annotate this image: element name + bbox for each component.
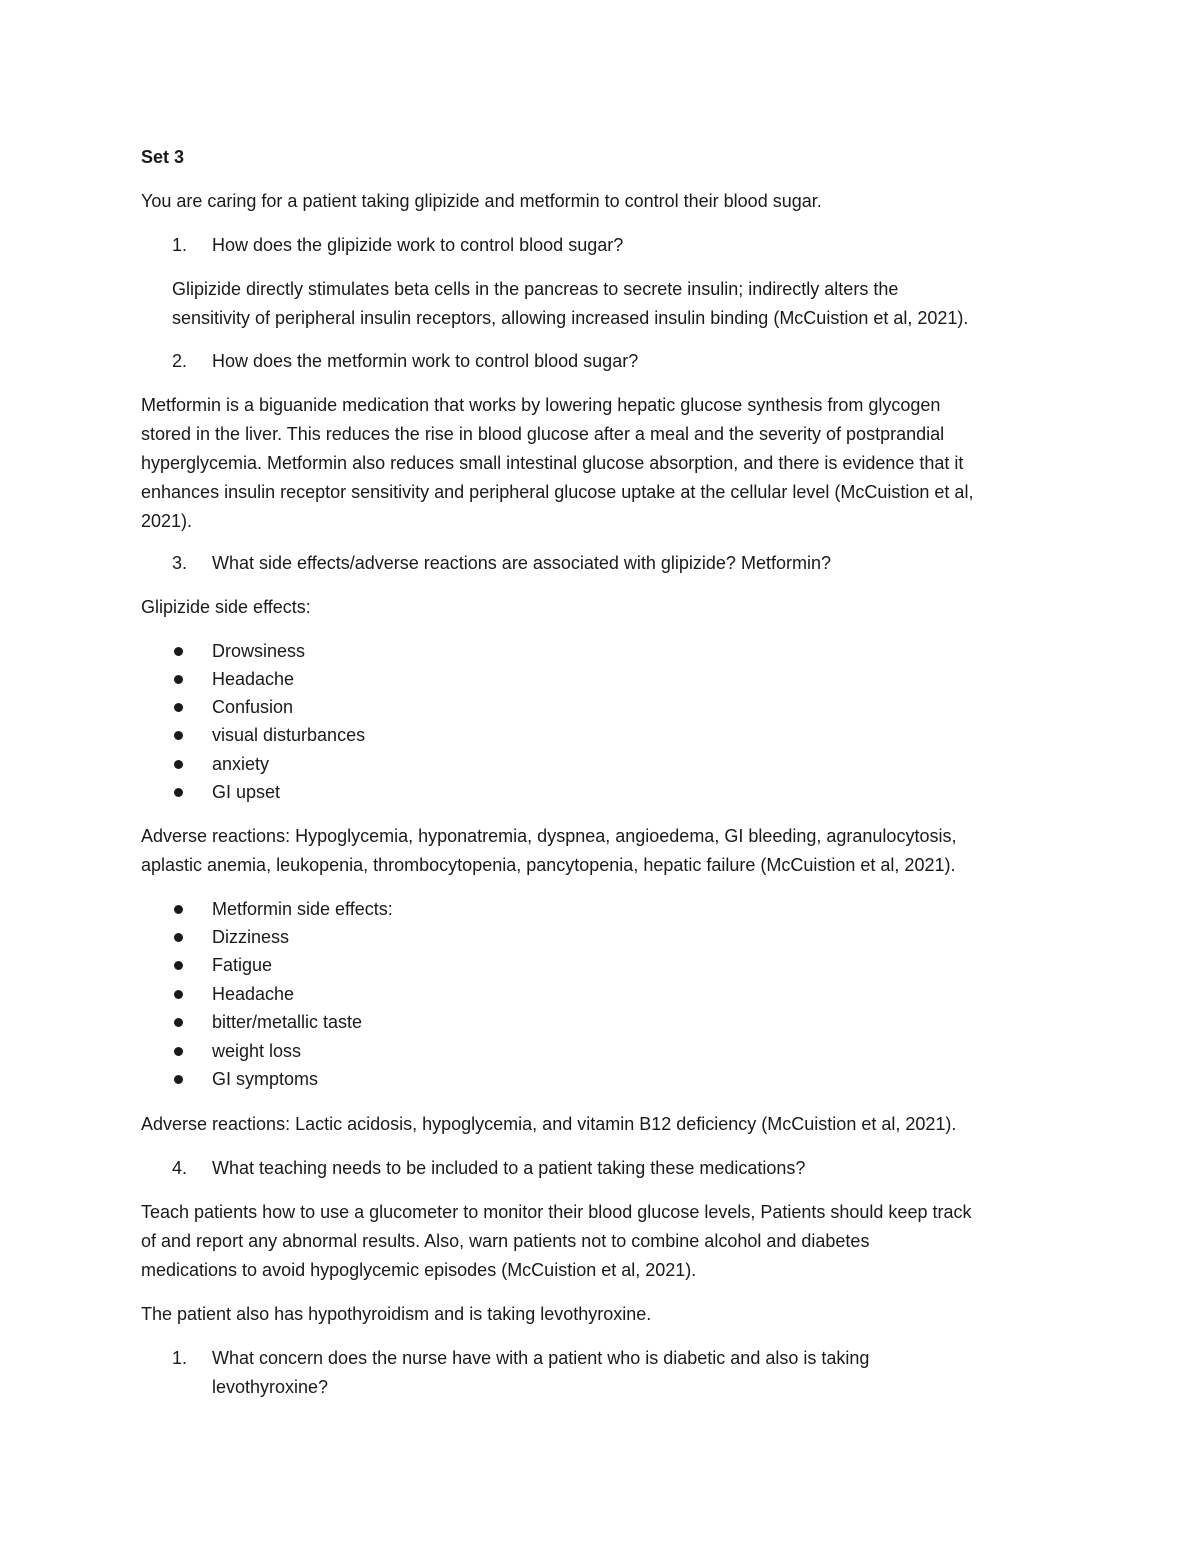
thyroid-q1-question-line: levothyroxine?	[212, 1377, 329, 1397]
q2-number: 2.	[172, 351, 188, 371]
bullet-icon	[174, 1047, 183, 1056]
q2-answer-line: enhances insulin receptor sensitivity and peripheral glucose uptake at the cellular level (McCuistion et al,	[141, 482, 974, 502]
bullet-icon	[174, 905, 183, 914]
q4-question: What teaching needs to be included to a patient taking these medications?	[212, 1158, 806, 1178]
glipizide-heading: Glipizide side effects:	[141, 597, 311, 617]
q1-answer-line: Glipizide directly stimulates beta cells in the pancreas to secrete insulin; indirectly alters the	[172, 279, 899, 299]
q4-answer-line: of and report any abnormal results. Also, warn patients not to combine alcohol and diabetes	[141, 1231, 870, 1251]
intro-text: You are caring for a patient taking glipizide and metformin to control their blood sugar.	[141, 191, 822, 211]
bullet-icon	[174, 961, 183, 970]
glipizide-adverse-line: aplastic anemia, leukopenia, thrombocytopenia, pancytopenia, hepatic failure (McCuistion et al, 2021).	[141, 855, 956, 875]
q2-question: How does the metformin work to control blood sugar?	[212, 351, 639, 371]
bullet-icon	[174, 788, 183, 797]
thyroid-q1-number: 1.	[172, 1348, 188, 1368]
bullet-icon	[174, 760, 183, 769]
bullet-icon	[174, 990, 183, 999]
metformin-adverse-text: Adverse reactions: Lactic acidosis, hypoglycemia, and vitamin B12 deficiency (McCuistion et al, 2021).	[141, 1114, 957, 1134]
bullet-icon	[174, 1075, 183, 1084]
page-title: Set 3	[141, 147, 185, 167]
q1-question: How does the glipizide work to control blood sugar?	[212, 235, 624, 255]
bullet-icon	[174, 647, 183, 656]
metformin-effect-item: Fatigue	[212, 955, 273, 975]
q2-answer-line: 2021).	[141, 511, 193, 531]
metformin-effect-item: bitter/metallic taste	[212, 1012, 363, 1032]
q3-question: What side effects/adverse reactions are associated with glipizide? Metformin?	[212, 553, 831, 573]
bullet-icon	[174, 933, 183, 942]
glipizide-effect-item: anxiety	[212, 754, 270, 774]
bullet-icon	[174, 1018, 183, 1027]
q2-answer-line: hyperglycemia. Metformin also reduces small intestinal glucose absorption, and there is evidence that it	[141, 453, 964, 473]
bullet-icon	[174, 731, 183, 740]
q1-number: 1.	[172, 235, 188, 255]
metformin-effect-item: weight loss	[212, 1041, 302, 1061]
thyroid-intro: The patient also has hypothyroidism and is taking levothyroxine.	[141, 1304, 652, 1324]
q4-answer-line: medications to avoid hypoglycemic episodes (McCuistion et al, 2021).	[141, 1260, 697, 1280]
glipizide-effect-item: Confusion	[212, 697, 294, 717]
q1-answer-line: sensitivity of peripheral insulin receptors, allowing increased insulin binding (McCuistion et al, 2021).	[172, 308, 969, 328]
q4-answer-line: Teach patients how to use a glucometer to monitor their blood glucose levels, Patients should keep track	[141, 1202, 972, 1222]
metformin-effect-item: GI symptoms	[212, 1069, 319, 1089]
q2-answer-line: Metformin is a biguanide medication that works by lowering hepatic glucose synthesis from glycogen	[141, 395, 941, 415]
q4-number: 4.	[172, 1158, 188, 1178]
metformin-effect-item: Headache	[212, 984, 295, 1004]
q2-answer-line: stored in the liver. This reduces the rise in blood glucose after a meal and the severity of postprandial	[141, 424, 945, 444]
glipizide-adverse-line: Adverse reactions: Hypoglycemia, hyponatremia, dyspnea, angioedema, GI bleeding, agranulocytosis,	[141, 826, 957, 846]
thyroid-q1-question-line: What concern does the nurse have with a patient who is diabetic and also is taking	[212, 1348, 870, 1368]
glipizide-effect-item: Drowsiness	[212, 641, 306, 661]
glipizide-effect-item: visual disturbances	[212, 725, 366, 745]
bullet-icon	[174, 703, 183, 712]
q3-number: 3.	[172, 553, 188, 573]
glipizide-effect-item: Headache	[212, 669, 295, 689]
bullet-icon	[174, 675, 183, 684]
metformin-effect-item: Metformin side effects:	[212, 899, 393, 919]
metformin-effect-item: Dizziness	[212, 927, 290, 947]
glipizide-effect-item: GI upset	[212, 782, 281, 802]
